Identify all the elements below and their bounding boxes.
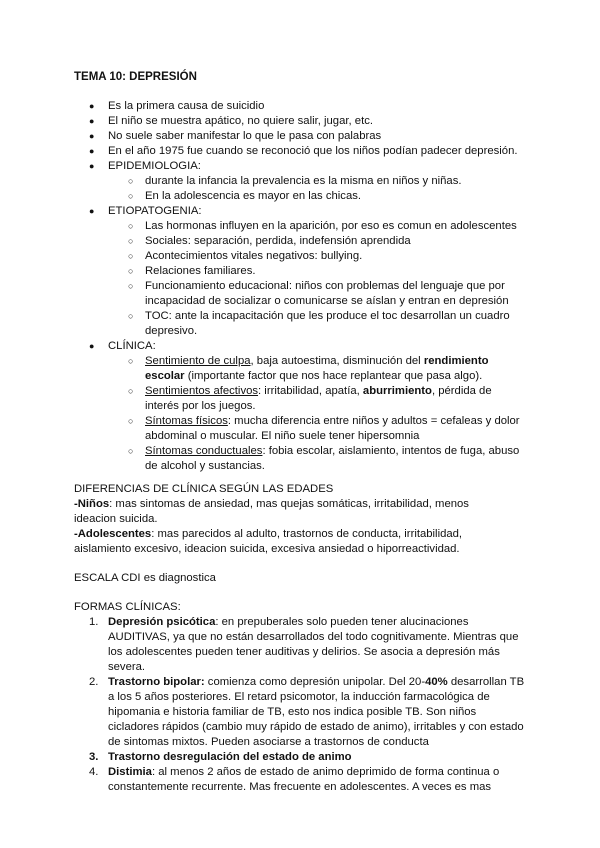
bullet-icon: ● <box>89 341 95 351</box>
sub-list-item: ○ TOC: ante la incapacitación que les produce el toc desarrollan un cuadro depresivo. <box>128 310 510 337</box>
list-item: 4. Distimia: al menos 2 años de estado de animo deprimido de forma continua o constantemente recurrente. Mas frecuente en adolescentes. A veces es mas <box>89 766 500 793</box>
bullet-icon: ● <box>89 206 95 216</box>
adolescentes-paragraph: -Adolescentes: mas parecidos al adulto, trastornos de conducta, irritabilidad, aislamiento excesivo, ideacion suicida, excesiva ansiedad o hiporreactividad. <box>74 528 463 555</box>
sub-list-item: ○ Sentimiento de culpa, baja autoestima, disminución del rendimiento escolar (importante factor que nos hace replantear que pasa algo). <box>128 355 489 382</box>
list-item-epidemiologia: ● EPIDEMIOLOGIA: ○ durante la infancia la prevalencia es la misma en niños y niñas. ○ En la adolescencia es mayor en las chicas. <box>108 159 528 204</box>
sub-list-item: ○ Sentimientos afectivos: irritabilidad, apatía, aburrimiento, pérdida de interés por los juegos. <box>128 385 492 412</box>
main-bullet-list <box>89 99 528 474</box>
page-title: TEMA 10: DEPRESIÓN <box>74 71 197 83</box>
bullet-icon: ● <box>89 116 95 126</box>
escala-line: ESCALA CDI es diagnostica <box>74 572 216 584</box>
ninos-paragraph: -Niños: mas sintomas de ansiedad, mas quejas somáticas, irritabilidad, menos ideacion suicida. <box>74 498 469 525</box>
sub-list-item: ○ En la adolescencia es mayor en las chicas. <box>128 190 362 202</box>
formas-heading: FORMAS CLÍNICAS: <box>74 601 181 613</box>
circle-bullet-icon: ○ <box>128 416 134 426</box>
circle-bullet-icon: ○ <box>128 311 134 321</box>
circle-bullet-icon: ○ <box>128 446 134 456</box>
sub-list-item: ○ Relaciones familiares. <box>128 265 256 277</box>
circle-bullet-icon: ○ <box>128 266 134 276</box>
list-number: 2. <box>89 676 99 688</box>
sub-list <box>128 354 525 474</box>
formas-list <box>89 615 528 795</box>
circle-bullet-icon: ○ <box>128 221 134 231</box>
diferencias-heading: DIFERENCIAS DE CLÍNICA SEGÚN LAS EDADES <box>74 483 334 495</box>
sub-list-item: ○ Sociales: separación, perdida, indefensión aprendida <box>128 235 411 247</box>
circle-bullet-icon: ○ <box>128 251 134 261</box>
circle-bullet-icon: ○ <box>128 236 134 246</box>
diferencias-section <box>74 482 514 557</box>
list-number: 4. <box>89 766 99 778</box>
list-item: 1. Depresión psicótica: en prepuberales solo pueden tener alucinaciones AUDITIVAS, ya que no están desarrollados del todo cognitivamente. Mientras que los adolescentes pueden tener auditivas y delirios. Se asocia a depresión más severa. <box>89 616 519 673</box>
list-item-clinica: ● CLÍNICA: ○ Sentimiento de culpa, baja autoestima, disminución del rendimiento escolar (importante factor que nos hace replantear que pasa algo). ○ Sentimientos afectivos: irritabilidad, apatía, aburrimiento, pérdida de interés por los juegos. ○ Síntomas físicos: mucha diferencia entre niños y adultos = cefaleas y dolor abdominal o muscular. El niño suele tener hipersomnia ○ Síntomas conductuales: fobia escolar, aislamiento, intentos de fuga, abuso de alcohol y sustancias. <box>108 339 528 474</box>
list-item: ● Es la primera causa de suicidio <box>89 100 265 112</box>
circle-bullet-icon: ○ <box>128 191 134 201</box>
list-item: 3. Trastorno desregulación del estado de animo <box>89 751 352 763</box>
list-item-etiopatogenia: ● ETIOPATOGENIA: ○ Las hormonas influyen en la aparición, por eso es comun en adolescentes ○ Sociales: separación, perdida, indefensión aprendida ○ Acontecimientos vitales negativos: bullying. ○ Relaciones familiares. ○ Funcionamiento educacional: niños con problemas del lenguaje que por incapacidad de socializar o comunicarse se aíslan y entran en depresión ○ TOC: ante la incapacitación que les produce el toc desarrollan un cuadro depresivo. <box>108 204 528 339</box>
list-item: ● No suele saber manifestar lo que le pasa con palabras <box>89 130 382 142</box>
list-number: 3. <box>89 751 99 763</box>
sub-list-item: ○ Funcionamiento educacional: niños con problemas del lenguaje que por incapacidad de socializar o comunicarse se aíslan y entran en depresión <box>128 280 509 307</box>
bullet-icon: ● <box>89 131 95 141</box>
sub-list-item: ○ Las hormonas influyen en la aparición, por eso es comun en adolescentes <box>128 220 517 232</box>
bullet-icon: ● <box>89 161 95 171</box>
sub-list-item: ○ Síntomas físicos: mucha diferencia entre niños y adultos = cefaleas y dolor abdominal o muscular. El niño suele tener hipersomnia <box>128 415 520 442</box>
circle-bullet-icon: ○ <box>128 356 134 366</box>
sub-list <box>128 174 525 204</box>
list-item: ● En el año 1975 fue cuando se reconoció que los niños podían padecer depresión. <box>89 145 518 157</box>
list-number: 1. <box>89 616 99 628</box>
bullet-icon: ● <box>89 146 95 156</box>
circle-bullet-icon: ○ <box>128 176 134 186</box>
sub-list <box>128 219 525 339</box>
sub-list-item: ○ Acontecimientos vitales negativos: bullying. <box>128 250 363 262</box>
bullet-icon: ● <box>89 101 95 111</box>
sub-list-item: ○ Síntomas conductuales: fobia escolar, aislamiento, intentos de fuga, abuso de alcohol y sustancias. <box>128 445 520 472</box>
circle-bullet-icon: ○ <box>128 386 134 396</box>
circle-bullet-icon: ○ <box>128 281 134 291</box>
list-item: ● El niño se muestra apático, no quiere salir, jugar, etc. <box>89 115 373 127</box>
sub-list-item: ○ durante la infancia la prevalencia es la misma en niños y niñas. <box>128 175 462 187</box>
list-item: 2. Trastorno bipolar: comienza como depresión unipolar. Del 20-40% desarrollan TB a los 5 años posteriores. El retard psicomotor, la inducción farmacológica de hipomania e historia familiar de TB, esto nos indica posible TB. Son niños cicladores rápidos (cambio muy rápido de estado de animo), irritables y con estado de sintomas mixtos. Pueden asociarse a trastornos de conducta <box>89 676 525 748</box>
